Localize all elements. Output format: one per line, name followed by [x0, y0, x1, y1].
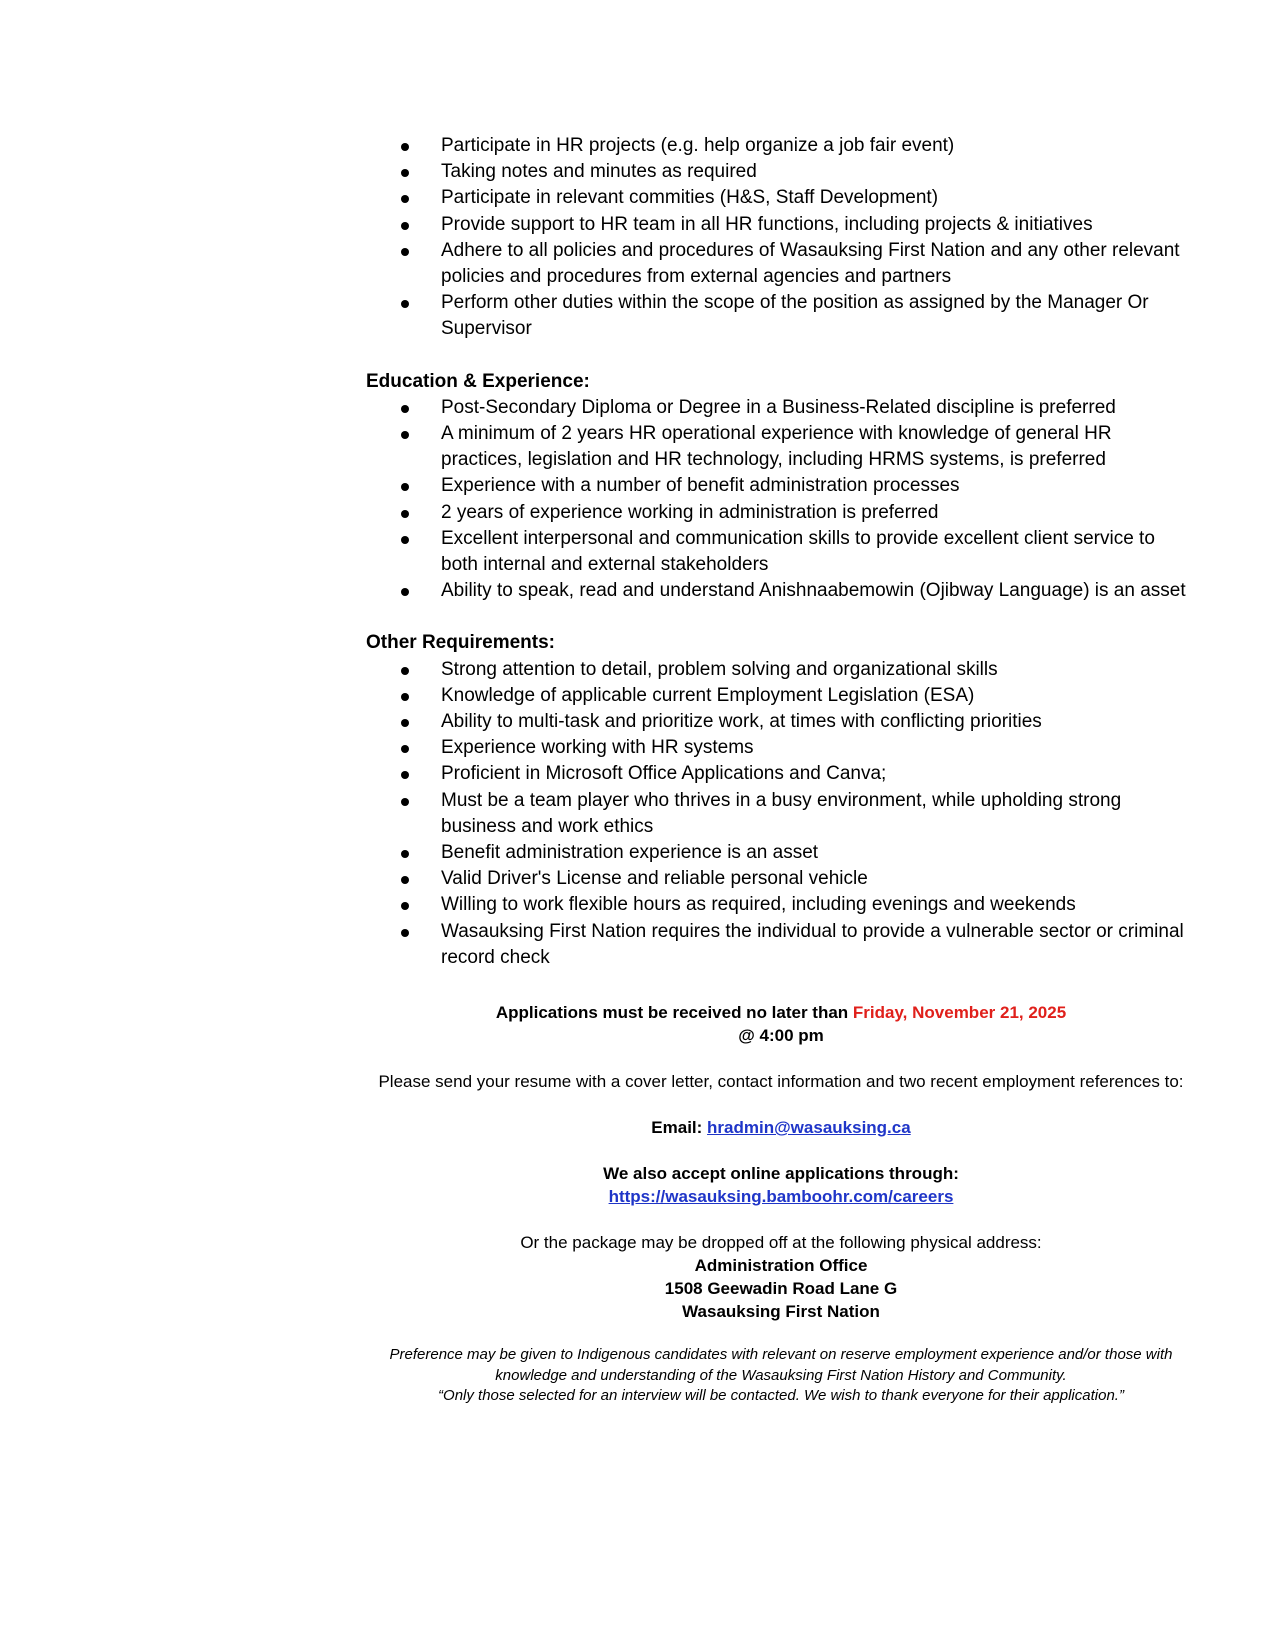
list-item: Adhere to all policies and procedures of Wasauksing First Nation and any other relevant policies and procedures from external agencies and partners: [366, 238, 1196, 290]
online-applications: We also accept online applications through: https://wasauksing.bamboohr.com/careers: [603, 1164, 959, 1207]
list-item: Provide support to HR team in all HR functions, including projects & initiatives: [366, 212, 1196, 238]
list-item: Perform other duties within the scope of the position as assigned by the Manager Or Supervisor: [366, 290, 1196, 342]
bullet-icon: [401, 693, 409, 701]
application-deadline: Applications must be received no later than Friday, November 21, 2025 @ 4:00 pm: [366, 1001, 1196, 1047]
bullet-icon: [401, 876, 409, 884]
deadline-time: @ 4:00 pm: [738, 1026, 824, 1046]
page-content: [366, 133, 1196, 1407]
send-instructions: Please send your resume with a cover letter, contact information and two recent employment references to:: [378, 1072, 1184, 1092]
list-item: 2 years of experience working in administration is preferred: [366, 500, 1196, 526]
contact-note: “Only those selected for an interview will be contacted. We wish to thank everyone for their application.”: [438, 1387, 1124, 1405]
bullet-icon: [401, 850, 409, 858]
list-item: Strong attention to detail, problem solving and organizational skills: [366, 657, 1196, 683]
list-item: Proficient in Microsoft Office Applications and Canva;: [366, 761, 1196, 787]
education-list: [366, 395, 1196, 605]
list-item: Wasauksing First Nation requires the individual to provide a vulnerable sector or criminal record check: [366, 919, 1196, 971]
deadline-date: Friday, November 21, 2025: [852, 1003, 1067, 1023]
bullet-icon: [401, 719, 409, 727]
preference-note: Preference may be given to Indigenous candidates with relevant on reserve employment experience and/or those with knowledge and understanding of the Wasauksing First Nation History and Community.: [389, 1346, 1173, 1384]
list-item: Ability to multi-task and prioritize work, at times with conflicting priorities: [366, 709, 1196, 735]
bullet-icon: [401, 902, 409, 910]
list-item: Experience working with HR systems: [366, 735, 1196, 761]
list-item: Benefit administration experience is an asset: [366, 840, 1196, 866]
bullet-icon: [401, 169, 409, 177]
email-link[interactable]: hradmin@wasauksing.ca: [707, 1118, 911, 1138]
list-item: Participate in relevant commities (H&S, Staff Development): [366, 185, 1196, 211]
bullet-icon: [401, 195, 409, 203]
bullet-icon: [401, 588, 409, 596]
other-requirements-heading: Other Requirements:: [366, 632, 555, 654]
other-requirements-list: [366, 657, 1196, 971]
bullet-icon: [401, 798, 409, 806]
physical-address: Or the package may be dropped off at the following physical address: Administration Office 1508 Geewadin Road Lane G Wasauksing First Nation: [520, 1233, 1042, 1322]
bullet-icon: [401, 222, 409, 230]
bullet-icon: [401, 745, 409, 753]
list-item: Post-Secondary Diploma or Degree in a Business-Related discipline is preferred: [366, 395, 1196, 421]
bullet-icon: [401, 929, 409, 937]
bullet-icon: [401, 510, 409, 518]
duties-list: [366, 133, 1196, 343]
bullet-icon: [401, 667, 409, 675]
list-item: Willing to work flexible hours as required, including evenings and weekends: [366, 892, 1196, 918]
bullet-icon: [401, 143, 409, 151]
list-item: Valid Driver's License and reliable personal vehicle: [366, 866, 1196, 892]
list-item: Excellent interpersonal and communication skills to provide excellent client service to both internal and external stakeholders: [366, 526, 1196, 578]
list-item: Ability to speak, read and understand Anishnaabemowin (Ojibway Language) is an asset: [366, 578, 1196, 604]
bullet-icon: [401, 536, 409, 544]
bullet-icon: [401, 300, 409, 308]
list-item: Must be a team player who thrives in a busy environment, while upholding strong business and work ethics: [366, 788, 1196, 840]
education-heading: Education & Experience:: [366, 370, 590, 392]
careers-link[interactable]: https://wasauksing.bamboohr.com/careers: [608, 1187, 954, 1207]
list-item: Knowledge of applicable current Employment Legislation (ESA): [366, 683, 1196, 709]
list-item: Participate in HR projects (e.g. help organize a job fair event): [366, 133, 1196, 159]
list-item: A minimum of 2 years HR operational experience with knowledge of general HR practices, legislation and HR technology, including HRMS systems, is preferred: [366, 421, 1196, 473]
bullet-icon: [401, 431, 409, 439]
email-line: Email: hradmin@wasauksing.ca: [651, 1118, 911, 1138]
bullet-icon: [401, 405, 409, 413]
bullet-icon: [401, 483, 409, 491]
bullet-icon: [401, 248, 409, 256]
bullet-icon: [401, 771, 409, 779]
list-item: Experience with a number of benefit administration processes: [366, 473, 1196, 499]
footer-note: [366, 1345, 1196, 1407]
list-item: Taking notes and minutes as required: [366, 159, 1196, 185]
